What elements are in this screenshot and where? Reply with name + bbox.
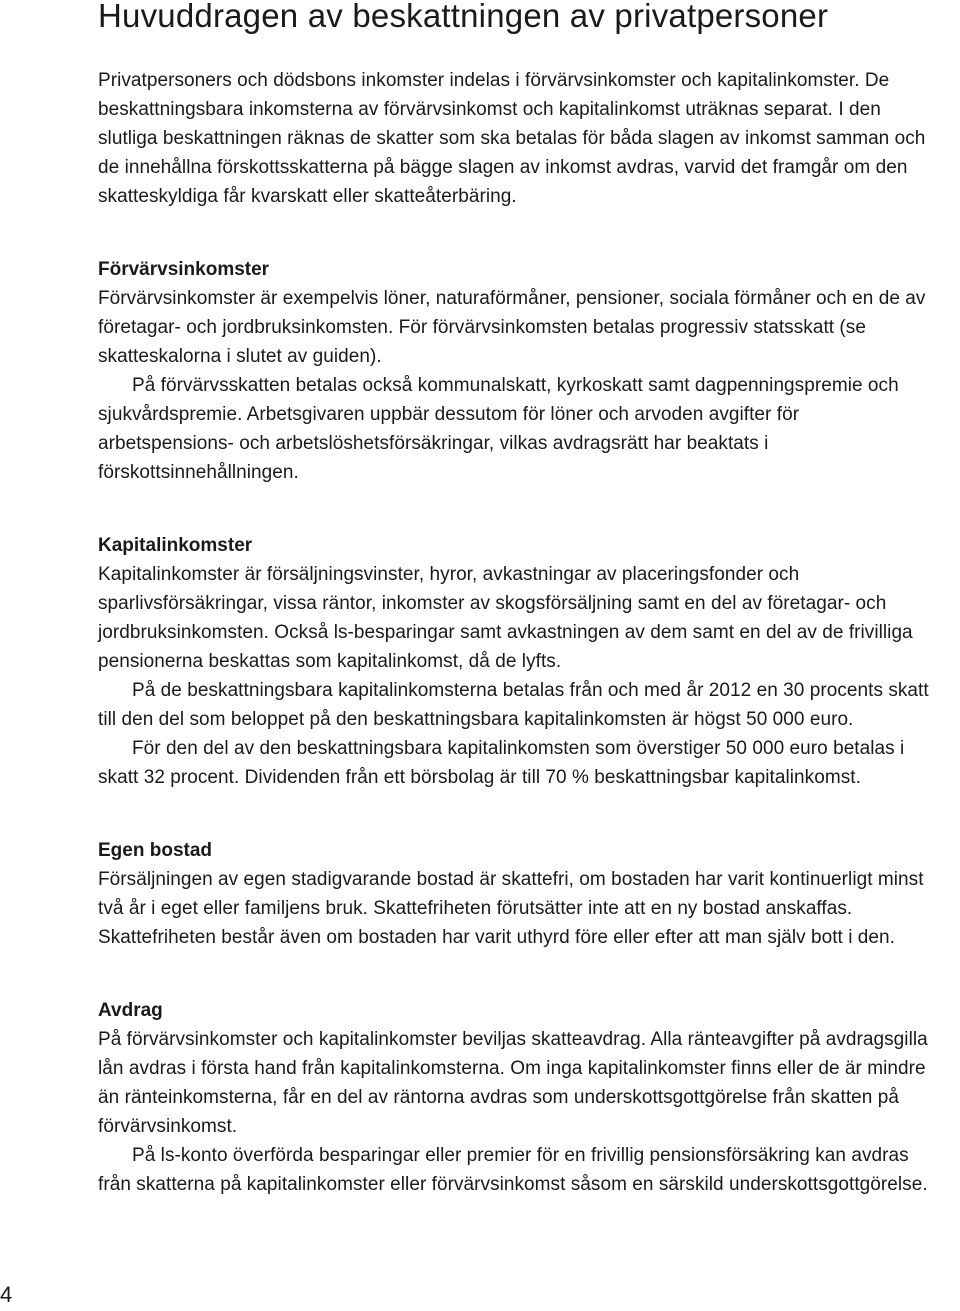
section-heading: Förvärvsinkomster [98, 259, 270, 280]
paragraph: På förvärvsinkomster och kapitalinkomster beviljas skatteavdrag. Alla ränteavgifter på avdragsgilla lån avdras i första hand från kapitalinkomsterna. Om inga kapitalinkomster finns eller de är mindre än ränteinkomsterna, får en del av räntorna avdras som underskottsgottgörelse från skatten på förvärvsinkomst. [98, 1029, 928, 1137]
paragraph: Förvärvsinkomster är exempelvis löner, naturaförmåner, pensioner, sociala förmåner och en de av företagar- och jordbruksinkomsten. För förvärvsinkomsten betalas progressiv statsskatt (se skatteskalorna i slutet av guiden). [98, 288, 926, 367]
section-heading: Egen bostad [98, 840, 213, 861]
section-heading: Kapitalinkomster [98, 535, 253, 556]
paragraph: För den del av den beskattningsbara kapitalinkomsten som överstiger 50 000 euro betalas i skatt 32 procent. Dividenden från ett börsbolag är till 70 % beskattningsbar kapitalinkomst. [98, 738, 905, 788]
section-egen-bostad [98, 836, 938, 952]
section-avdrag [98, 996, 938, 1199]
document-page [98, 0, 938, 1199]
paragraph: På de beskattningsbara kapitalinkomsterna betalas från och med år 2012 en 30 procents skatt till den del som beloppet på den beskattningsbara kapitalinkomsten är högst 50 000 euro. [98, 680, 929, 730]
section-kapitalinkomster [98, 531, 938, 792]
section-forvarvsinkomster [98, 255, 938, 487]
paragraph: På förvärvsskatten betalas också kommunalskatt, kyrkoskatt samt dagpenningspremie och sjukvårdspremie. Arbetsgivaren uppbär dessutom för löner och arvoden avgifter för arbetspensions- och arbetslöshetsförsäkringar, vilkas avdragsrätt har beaktats i förskottsinnehållningen. [98, 375, 899, 483]
intro-paragraph: Privatpersoners och dödsbons inkomster indelas i förvärvsinkomster och kapitalinkomster. De beskattningsbara inkomsterna av förvärvsinkomst och kapitalinkomst uträknas separat. I den slutliga beskattningen räknas de skatter som ska betalas för båda slagen av inkomst samman och de innehållna förskottsskatterna på bägge slagen av inkomst avdras, varvid det framgår om den skatteskyldiga får kvarskatt eller skatteåterbäring. [98, 70, 926, 207]
page-number: 4 [0, 1282, 13, 1307]
paragraph: Försäljningen av egen stadigvarande bostad är skattefri, om bostaden har varit kontinuerligt minst två år i eget eller familjens bruk. Skattefriheten förutsätter inte att en ny bostad anskaffas. Skattefriheten består även om bostaden har varit uthyrd före eller efter att man själv bott i den. [98, 869, 924, 948]
page-title: Huvuddragen av beskattningen av privatpersoner [98, 0, 829, 34]
paragraph: På ls-konto överförda besparingar eller premier för en frivillig pensionsförsäkring kan avdras från skatterna på kapitalinkomster eller förvärvsinkomst såsom en särskild underskottsgottgörelse. [98, 1145, 928, 1195]
paragraph: Kapitalinkomster är försäljningsvinster, hyror, avkastningar av placeringsfonder och sparlivsförsäkringar, vissa räntor, inkomster av skogsförsäljning samt en del av företagar- och jordbruksinkomsten. Också ls-besparingar samt avkastningen av dem samt en del av de frivilliga pensionerna beskattas som kapitalinkomst, då de lyfts. [98, 564, 913, 672]
section-heading: Avdrag [98, 1000, 163, 1021]
